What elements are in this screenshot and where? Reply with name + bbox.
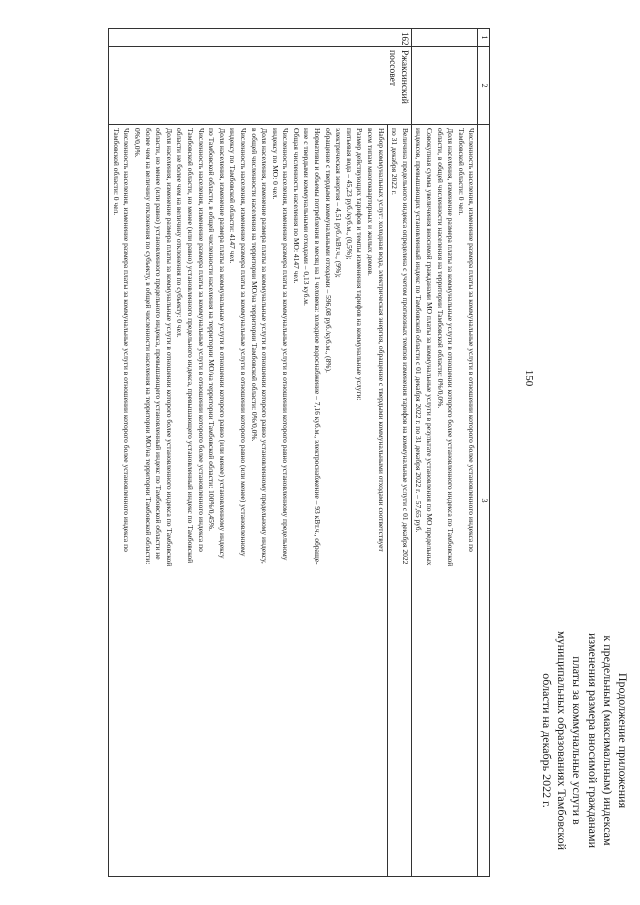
header-line: изменения размера вносимой гражданами [585,632,600,849]
text-line: Общая численность населения по МО: 4147 чел. [291,128,301,284]
text-line: Величина предельного индекса определена с учетом прогнозных темпов изменения тарифов на коммунальные услуги с 01 декабря 2022 [400,128,410,565]
text-line: по Тамбовской области, в общей численности населения на территории МО/на территории Тамбовской области: 100%/0,45%. [207,128,217,531]
text-line: ние с твердыми коммунальными отходами – 0,13 куб.м. [302,128,312,306]
cell-divider [387,125,388,876]
text-line: области, но менее (или равно) установленного предельного индекса, превышающего установленный индекс по Тамбовской области не [154,128,164,560]
text-line: 0%/0,0%. [133,128,142,158]
row-number: 162 [109,29,412,47]
text-line: Тамбовской области: 0 чел. [111,128,121,216]
text-line: Доля населения, изменение размера платы за коммунальные услуги в отношении которого равно (или менее) установленному индексу [217,128,227,559]
table-header-row [478,29,490,877]
text-line: области не более чем на величину отклонения по субъекту: 0 чел. [175,128,185,338]
table-row [109,29,412,877]
text-line: Совокупная сумма увеличения вносимой гражданами МО платы за коммунальные услуги в результате установления по МО предельных [425,128,435,566]
text-line: Размер действующих тарифов и темпы изменения тарифов на коммунальные услуги: [355,128,365,401]
rotated-page [10,28,630,878]
cell-name-empty [411,47,478,125]
text-line: индексов, превышающих установленный индекс по Тамбовской области с 01 декабря 2022 г. по 31 декабря 2022 г. – 57,65 руб. [414,128,424,533]
column-header-1: 1 [478,29,490,47]
text-line: по 31 декабря 2022 г. [390,128,400,195]
text-line: Численность населения, изменение размера платы за коммунальные услуги в отношении которого более установленного индекса по [196,128,206,552]
text-line: Доля населения, изменение размера платы за коммунальные услуги в отношении которого равно установленному предельному индексу, [260,128,270,564]
cell-content-prev [411,125,478,877]
text-line: всем типам многоквартирных и жилых домов. [366,128,376,276]
text-line: обращение с твердыми коммунальными отходами – 596,08 руб./куб.м., (8%). [323,128,333,373]
header-line: к предельным (максимальным) индексам [600,635,615,846]
text-line: более чем на величину отклонения по субъекту, в общей численности населения на территории МО/на территории Тамбовской области: [143,128,153,565]
text-line: Численность населения, изменение размера платы за коммунальные услуги в отношении которого более установленного индекса по [122,128,132,552]
column-header-2: 2 [478,47,490,125]
text-line: Тамбовской области: 0 чел. [456,128,466,216]
text-line: питьевая вода – 45,23 руб./куб.м., (0,5%); [344,128,354,260]
municipality-name: Ржаксинский поссовет [109,47,412,125]
text-line: Численность населения, изменение размера платы за коммунальные услуги в отношении которого равно (или менее) установленному [238,128,248,557]
text-line: Нормативы и объемы потребления в месяц на 1 человека: холодное водоснабжение – 7,16 куб.м., электроснабжение – 93 кВт.ч., обраще- [313,128,323,565]
table-row-continuation [411,29,478,877]
text-line: Набор коммунальных услуг: холодная вода, электрическая энергия, обращение с твердыми коммунальными отходами соответствует [376,128,386,552]
header-line: области на декабрь 2022 г. [539,673,554,808]
text-line: индексу по МО: 0 чел. [270,128,280,200]
column-header-3: 3 [478,125,490,877]
header-line: муниципальных образованиях Тамбовской [555,631,570,850]
text-line: в общей численности населения на территории МО/на территории Тамбовской области: 0%/0,0%. [249,128,259,442]
appendix-header [539,608,630,873]
text-line: Численность населения, изменение размера платы за коммунальные услуги в отношении которого равно установленному предельному [281,128,291,561]
text-line: электрическая энергия – 4,51 руб./кВт.ч., (9%); [334,128,344,278]
text-line: области, в общей численности населения на территории Тамбовской области: 0%/0,0%. [435,128,445,409]
text-line: Численность населения, изменение размера платы за коммунальные услуги в отношении которого более установленного индекса по [467,128,477,552]
header-line: платы за коммунальные услуги в [570,656,585,825]
cell-number-empty [411,29,478,47]
header-line: Продолжение приложения [616,672,630,809]
page-number: 150 [523,369,535,387]
text-line: индексу по Тамбовской области: 4147 чел. [228,128,238,264]
cell-content [109,125,412,877]
text-line: Тамбовской области, но менее (или равно) установленного предельного индекса, превышающего установленный индекс по Тамбовской [185,128,195,564]
text-line: Доля населения, изменение размера платы за коммунальные услуги в отношении которого более установленного индекса по Тамбовской [446,128,456,567]
indices-table [108,28,490,877]
text-line: Доля населения, изменение размера платы за коммунальные услуги в отношении которого более установленного индекса по Тамбовской [164,128,174,567]
